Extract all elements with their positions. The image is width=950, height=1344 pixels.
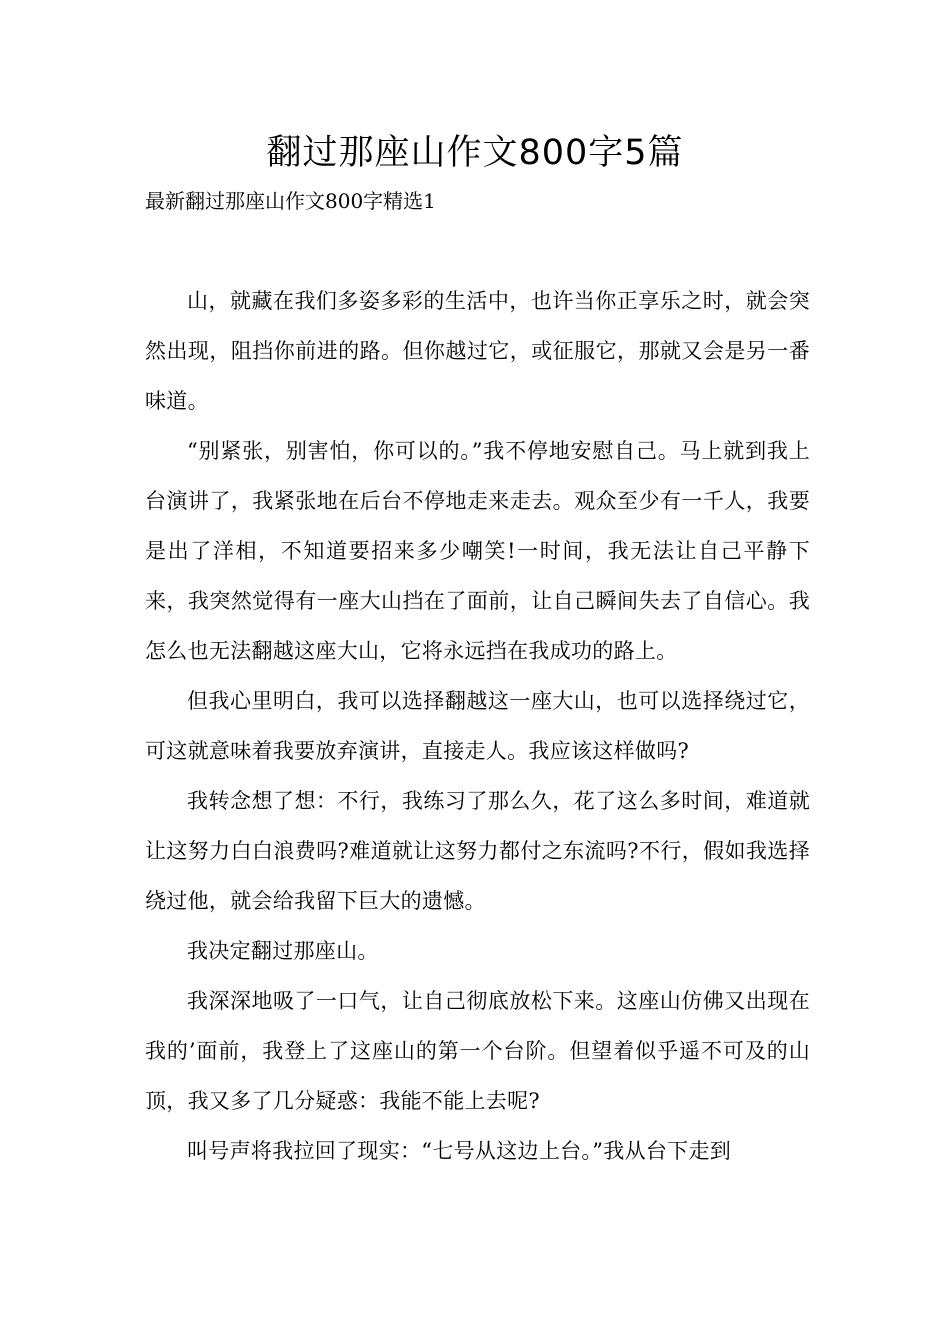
paragraph: 我深深地吸了一口气，让自己彻底放松下来。这座山仿佛又出现在我的’面前，我登上了这座山的第一个台阶。但望着似乎遥不可及的山顶，我又多了几分疑惑：我能不能上去呢? bbox=[145, 989, 810, 1113]
paragraph: 但我心里明白，我可以选择翻越这一座大山，也可以选择绕过它，可这就意味着我要放弃演讲，直接走人。我应该这样做吗? bbox=[145, 689, 810, 763]
paragraph: 我决定翻过那座山。 bbox=[187, 939, 379, 963]
paragraph: 我转念想了想：不行，我练习了那么久，花了这么多时间，难道就让这努力白白浪费吗?难道就让这努力都付之东流吗?不行，假如我选择绕过他，就会给我留下巨大的遗憾。 bbox=[145, 789, 810, 913]
paragraph: 山，就藏在我们多姿多彩的生活中，也许当你正享乐之时，就会突然出现，阻挡你前进的路。但你越过它，或征服它，那就又会是另一番味道。 bbox=[145, 289, 810, 413]
paragraph: 叫号声将我拉回了现实：“七号从这边上台。”我从台下走到 bbox=[187, 1139, 732, 1163]
document-subtitle: 最新翻过那座山作文800字精选1 bbox=[145, 189, 436, 213]
document-title: 翻过那座山作文800字5篇 bbox=[266, 133, 684, 173]
paragraph: “别紧张，别害怕，你可以的。”我不停地安慰自己。马上就到我上台演讲了，我紧张地在后台不停地走来走去。观众至少有一千人，我要是出了洋相，不知道要招来多少嘲笑!一时间，我无法让自己平静下来，我突然觉得有一座大山挡在了面前，让自己瞬间失去了自信心。我怎么也无法翻越这座大山，它将永远挡在我成功的路上。 bbox=[145, 439, 810, 663]
document-body bbox=[145, 276, 810, 1176]
